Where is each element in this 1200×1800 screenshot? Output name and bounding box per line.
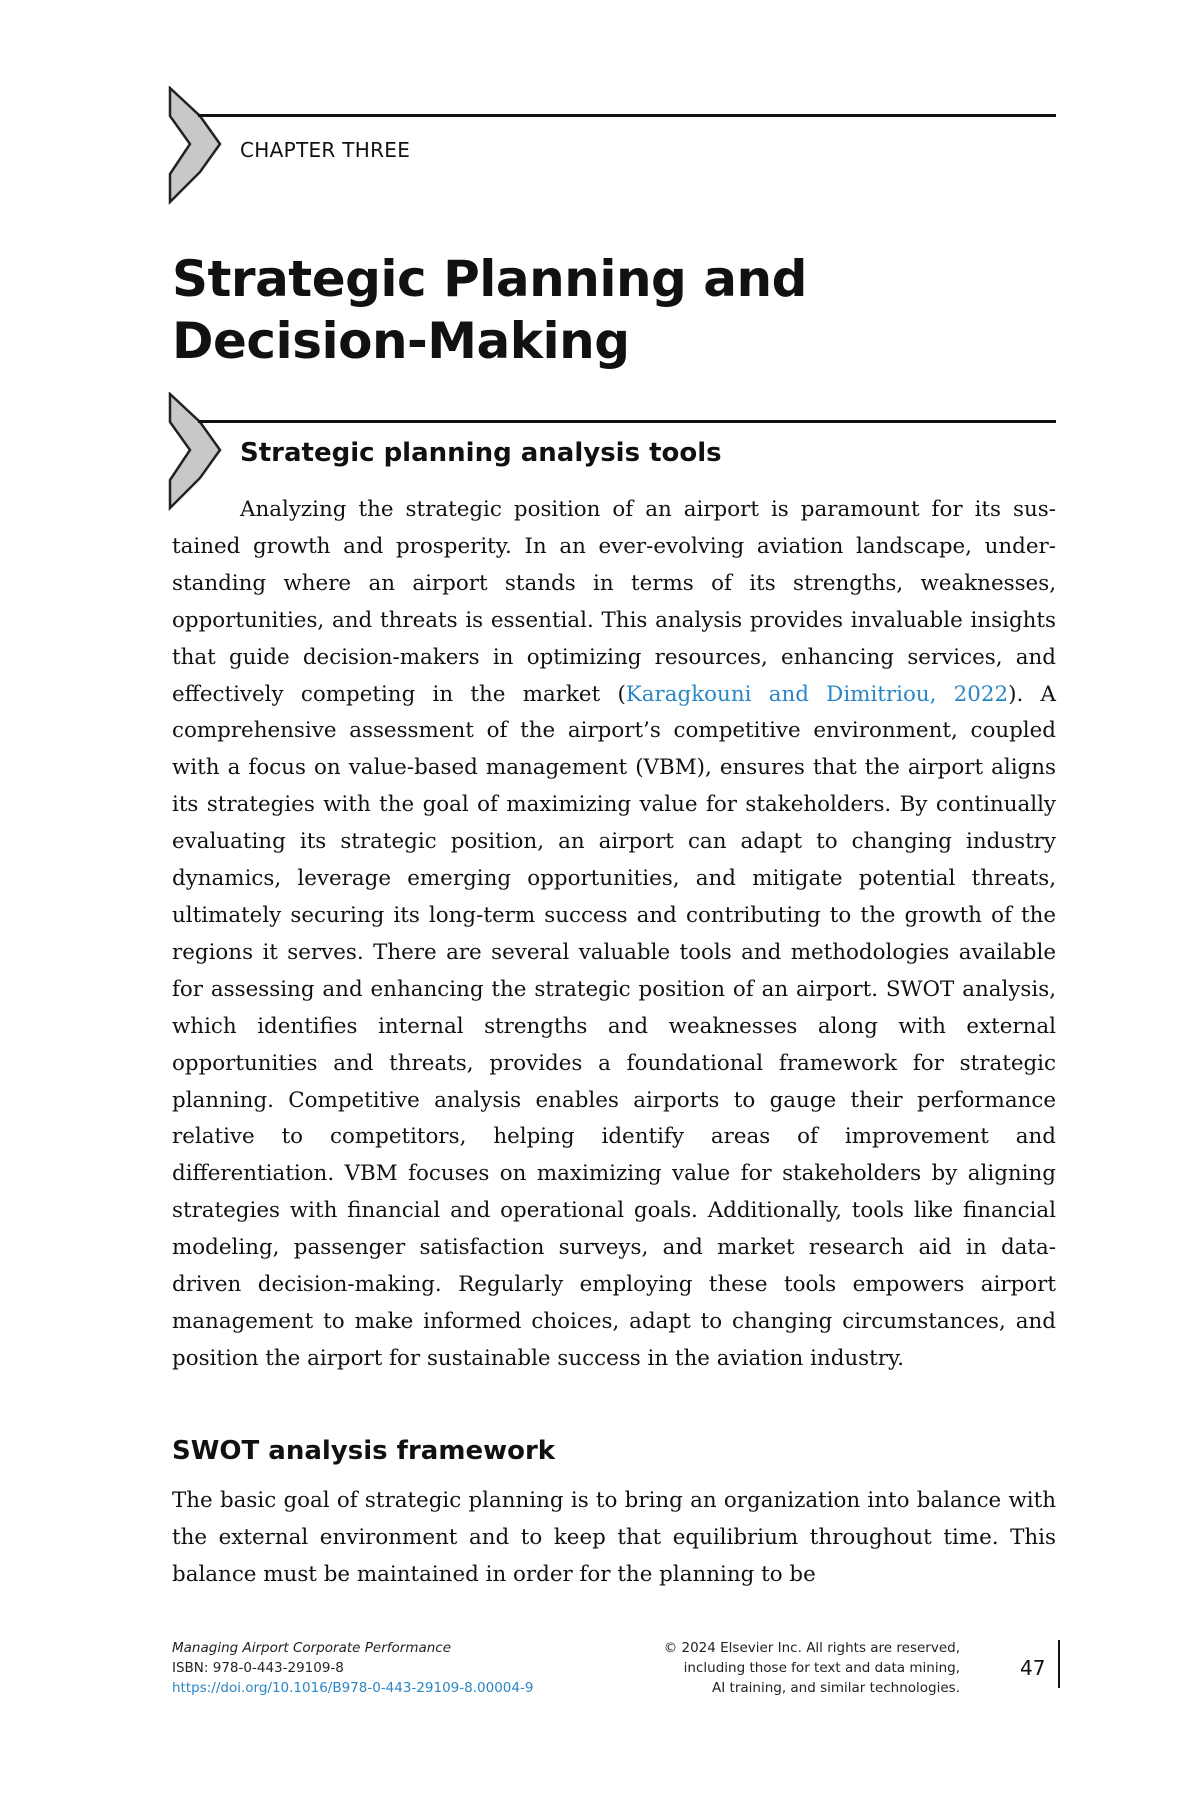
footer-copyright-line2: including those for text and data mining, — [683, 1660, 960, 1676]
subsection-heading: SWOT analysis framework — [172, 1436, 556, 1466]
paragraph-text-start: Analyzing the strategic position of an airport is paramount for its sustained growth and prosperity. In an ever-evolving aviation landscape, understanding where an airport stands in terms of its strengths, weaknesses, opportunities, and threats is essential. This analysis provides invaluable insights that guide decision-makers in optimizing resources, enhancing services, and effectively competing in the market ( — [172, 497, 1056, 707]
section-heading: Strategic planning analysis tools — [240, 438, 722, 468]
chapter-title-line1: Strategic Planning and — [172, 250, 807, 308]
footer-book-info — [172, 1638, 533, 1698]
footer-isbn: ISBN: 978-0-443-29109-8 — [172, 1660, 344, 1676]
section-rule — [198, 420, 1056, 423]
footer-copyright-line1: © 2024 Elsevier Inc. All rights are reserved, — [663, 1640, 960, 1656]
footer-doi-link[interactable]: https://doi.org/10.1016/B978-0-443-29109-8.00004-9 — [172, 1680, 534, 1696]
body-paragraph — [172, 492, 1056, 1378]
chapter-title — [172, 248, 1072, 372]
chapter-label: CHAPTER THREE — [240, 138, 411, 162]
footer-copyright — [664, 1638, 960, 1698]
chapter-chevron-icon — [168, 86, 228, 206]
citation-link[interactable]: Karagkouni and Dimitriou, 2022 — [625, 681, 1009, 707]
footer-copyright-line3: AI training, and similar technologies. — [712, 1680, 960, 1696]
body-paragraph: The basic goal of strategic planning is to bring an organization into balance with the external environment and to keep that equilibrium throughout time. This balance must be maintained in order for the planning to be — [172, 1488, 1056, 1587]
footer-book-title: Managing Airport Corporate Performance — [172, 1640, 452, 1656]
page-number-rule — [1058, 1640, 1060, 1688]
chapter-rule — [198, 114, 1056, 117]
paragraph-text-end: ). A comprehensive assessment of the airport’s competitive environment, coupled with a focus on value-based management (VBM), ensures that the airport aligns its strategies with the goal of maximizing value for stakeholders. By continually evaluating its strategic position, an airport can adapt to changing industry dynamics, leverage emerging opportunities, and mitigate potential threats, ultimately securing its long-term success and contributing to the growth of the regions it serves. There are several valuable tools and methodologies available for assessing and enhancing the strategic position of an airport. SWOT analysis, which identifies internal strengths and weaknesses along with external opportunities and threats, provides a foundational framework for strategic planning. Competitive analysis enables airports to gauge their performance relative to competitors, helping identify areas of improvement and differentiation. VBM focuses on maximizing value for stakeholders by aligning strategies with financial and operational goals. Additionally, tools like financial modeling, passenger satisfaction surveys, and market research aid in data-driven decision-making. Regularly employing these tools empowers airport management to make informed choices, adapt to changing circumstances, and position the airport for sustainable success in the aviation industry. — [172, 681, 1056, 1371]
page-number: 47 — [1020, 1656, 1046, 1680]
chapter-title-line2: Decision-Making — [172, 312, 630, 370]
